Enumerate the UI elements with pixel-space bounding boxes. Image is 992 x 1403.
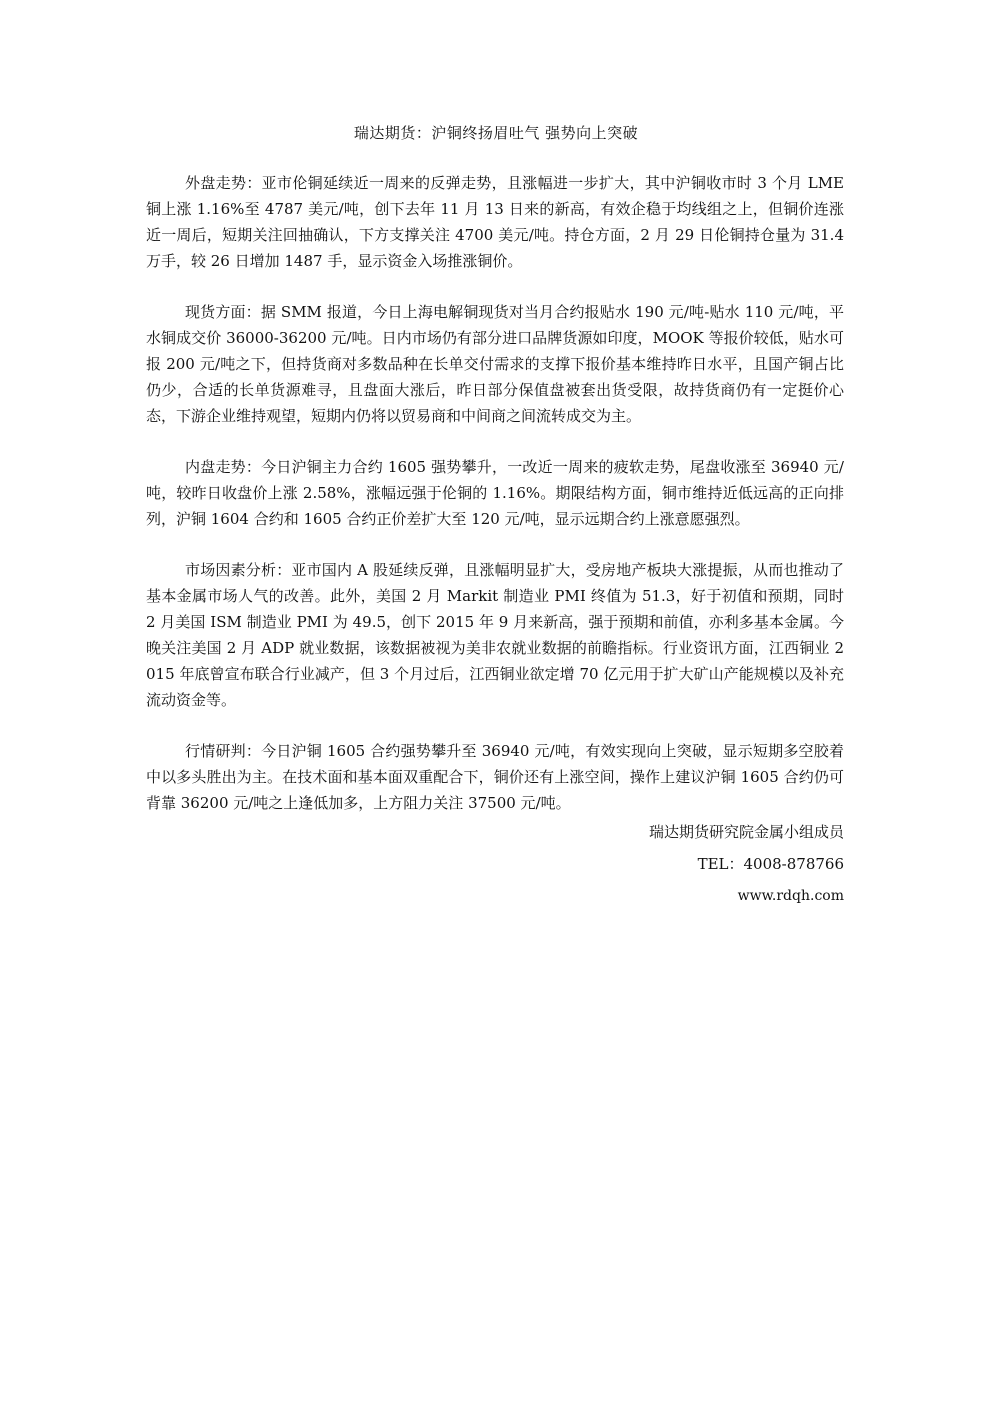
- signature-url: www.rdqh.com: [737, 888, 844, 904]
- paragraph-domestic-market: 内盘走势：今日沪铜主力合约 1605 强势攀升，一改近一周来的疲软走势，尾盘收涨至 36940 元/吨，较昨日收盘价上涨 2.58%，涨幅远强于伦铜的 1.16%。期限结构方面，铜市维持近低远高的正向排列，沪铜 1604 合约和 1605 合约正价差扩大至 120 元/吨，显示远期合约上涨意愿强烈。: [146, 458, 844, 528]
- signature-org: 瑞达期货研究院金属小组成员: [648, 823, 844, 841]
- document-body: [146, 170, 844, 912]
- paragraph-market-factors: 市场因素分析：亚市国内 A 股延续反弹，且涨幅明显扩大，受房地产板块大涨提振，从而也推动了基本金属市场人气的改善。此外，美国 2 月 Markit 制造业 PMI 终值为 51.3，好于初值和预期，同时 2 月美国 ISM 制造业 PMI 为 49.5，创下 2015 年 9 月来新高，强于预期和前值，亦利多基本金属。今晚关注美国 2 月 ADP 就业数据，该数据被视为美非农就业数据的前瞻指标。行业资讯方面，江西铜业 2015 年底曾宣布联合行业减产，但 3 个月过后，江西铜业欲定增 70 亿元用于扩大矿山产能规模以及补充流动资金等。: [146, 561, 844, 709]
- document-title: 瑞达期货：沪铜终扬眉吐气 强势向上突破: [353, 124, 639, 142]
- signature-tel: TEL：4008-878766: [697, 855, 844, 873]
- paragraph-overseas-market: 外盘走势：亚市伦铜延续近一周来的反弹走势，且涨幅进一步扩大，其中沪铜收市时 3 个月 LME 铜上涨 1.16%至 4787 美元/吨，创下去年 11 月 13 日来的新高，有效企稳于均线组之上，但铜价连涨近一周后，短期关注回抽确认，下方支撑关注 4700 美元/吨。持仓方面，2 月 29 日伦铜持仓量为 31.4 万手，较 26 日增加 1487 手，显示资金入场推涨铜价。: [146, 174, 844, 270]
- signature-block: [146, 816, 844, 912]
- paragraph-spot-market: 现货方面：据 SMM 报道，今日上海电解铜现货对当月合约报贴水 190 元/吨-贴水 110 元/吨，平水铜成交价 36000-36200 元/吨。日内市场仍有部分进口品牌货源如印度，MOOK 等报价较低，贴水可报 200 元/吨之下，但持货商对多数品种在长单交付需求的支撑下报价基本维持昨日水平，且国产铜占比仍少，合适的长单货源难寻，且盘面大涨后，昨日部分保值盘被套出货受限，故持货商仍有一定挺价心态，下游企业维持观望，短期内仍将以贸易商和中间商之间流转成交为主。: [146, 303, 844, 425]
- paragraph-market-outlook: 行情研判：今日沪铜 1605 合约强势攀升至 36940 元/吨，有效实现向上突破，显示短期多空胶着中以多头胜出为主。在技术面和基本面双重配合下，铜价还有上涨空间，操作上建议沪铜 1605 合约仍可背靠 36200 元/吨之上逢低加多，上方阻力关注 37500 元/吨。: [146, 742, 844, 812]
